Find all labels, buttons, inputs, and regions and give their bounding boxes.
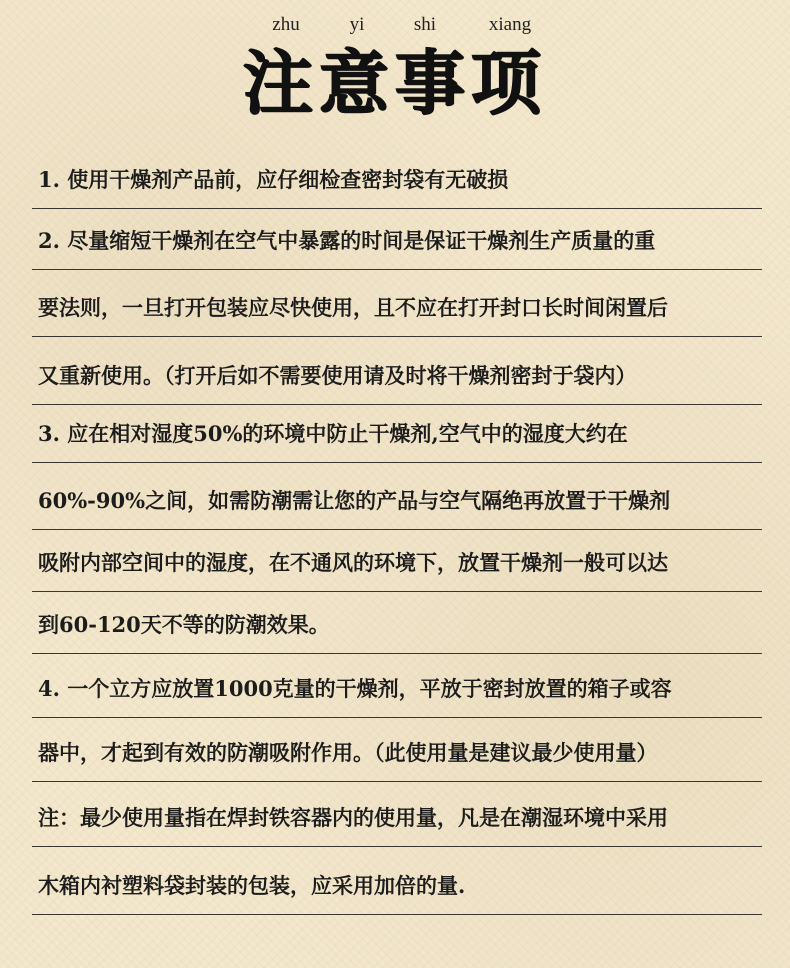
page-title: 注意事项 [243,42,547,124]
notice-line-text: 又重新使用。（打开后如不需要使用请及时将干燥剂密封于袋内） [38,363,637,388]
notice-line [32,592,762,654]
notice-line [32,209,762,270]
notice-line-text: 器中，才起到有效的防潮吸附作用。（此使用量是建议最少使用量） [38,740,658,765]
notice-line [32,142,762,209]
notice-line-text: 要法则，一旦打开包装应尽快使用，且不应在打开封口长时间闲置后 [38,295,668,320]
notice-line-text: 60%-90%之间，如需防潮需让您的产品与空气隔绝再放置于干燥剂 [38,488,671,513]
notice-line [32,654,762,718]
notice-line-text: 吸附内部空间中的湿度，在不通风的环境下，放置干燥剂一般可以达 [38,550,668,575]
notice-line-text: 木箱内衬塑料袋封装的包装，应采用加倍的量. [38,873,466,898]
pinyin-xiang: xiang [488,14,532,35]
notice-line [32,405,762,463]
pinyin-yi: yi [349,14,365,35]
notice-line [32,847,762,915]
notice-line-text: 4. 一个立方应放置1000克量的干燥剂，平放于密封放置的箱子或容 [38,676,672,701]
notice-line [32,530,762,592]
notice-line [32,718,762,782]
notice-line-text: 3. 应在相对湿度50%的环境中防止干燥剂,空气中的湿度大约在 [38,421,628,446]
notice-line-text: 1. 使用干燥剂产品前，应仔细检查密封袋有无破损 [38,167,509,192]
pinyin-shi: shi [413,14,437,35]
notice-line-text: 到60-120天不等的防潮效果。 [38,612,330,637]
notice-line [32,782,762,847]
pinyin-row [0,14,790,40]
notice-line-text: 注：最少使用量指在焊封铁容器内的使用量，凡是在潮湿环境中采用 [38,805,668,830]
notice-list [32,142,762,915]
notice-line [32,270,762,337]
pinyin-zhu: zhu [272,14,300,35]
notice-line [32,463,762,530]
notice-line-text: 2. 尽量缩短干燥剂在空气中暴露的时间是保证干燥剂生产质量的重 [38,228,656,253]
notice-line [32,337,762,405]
